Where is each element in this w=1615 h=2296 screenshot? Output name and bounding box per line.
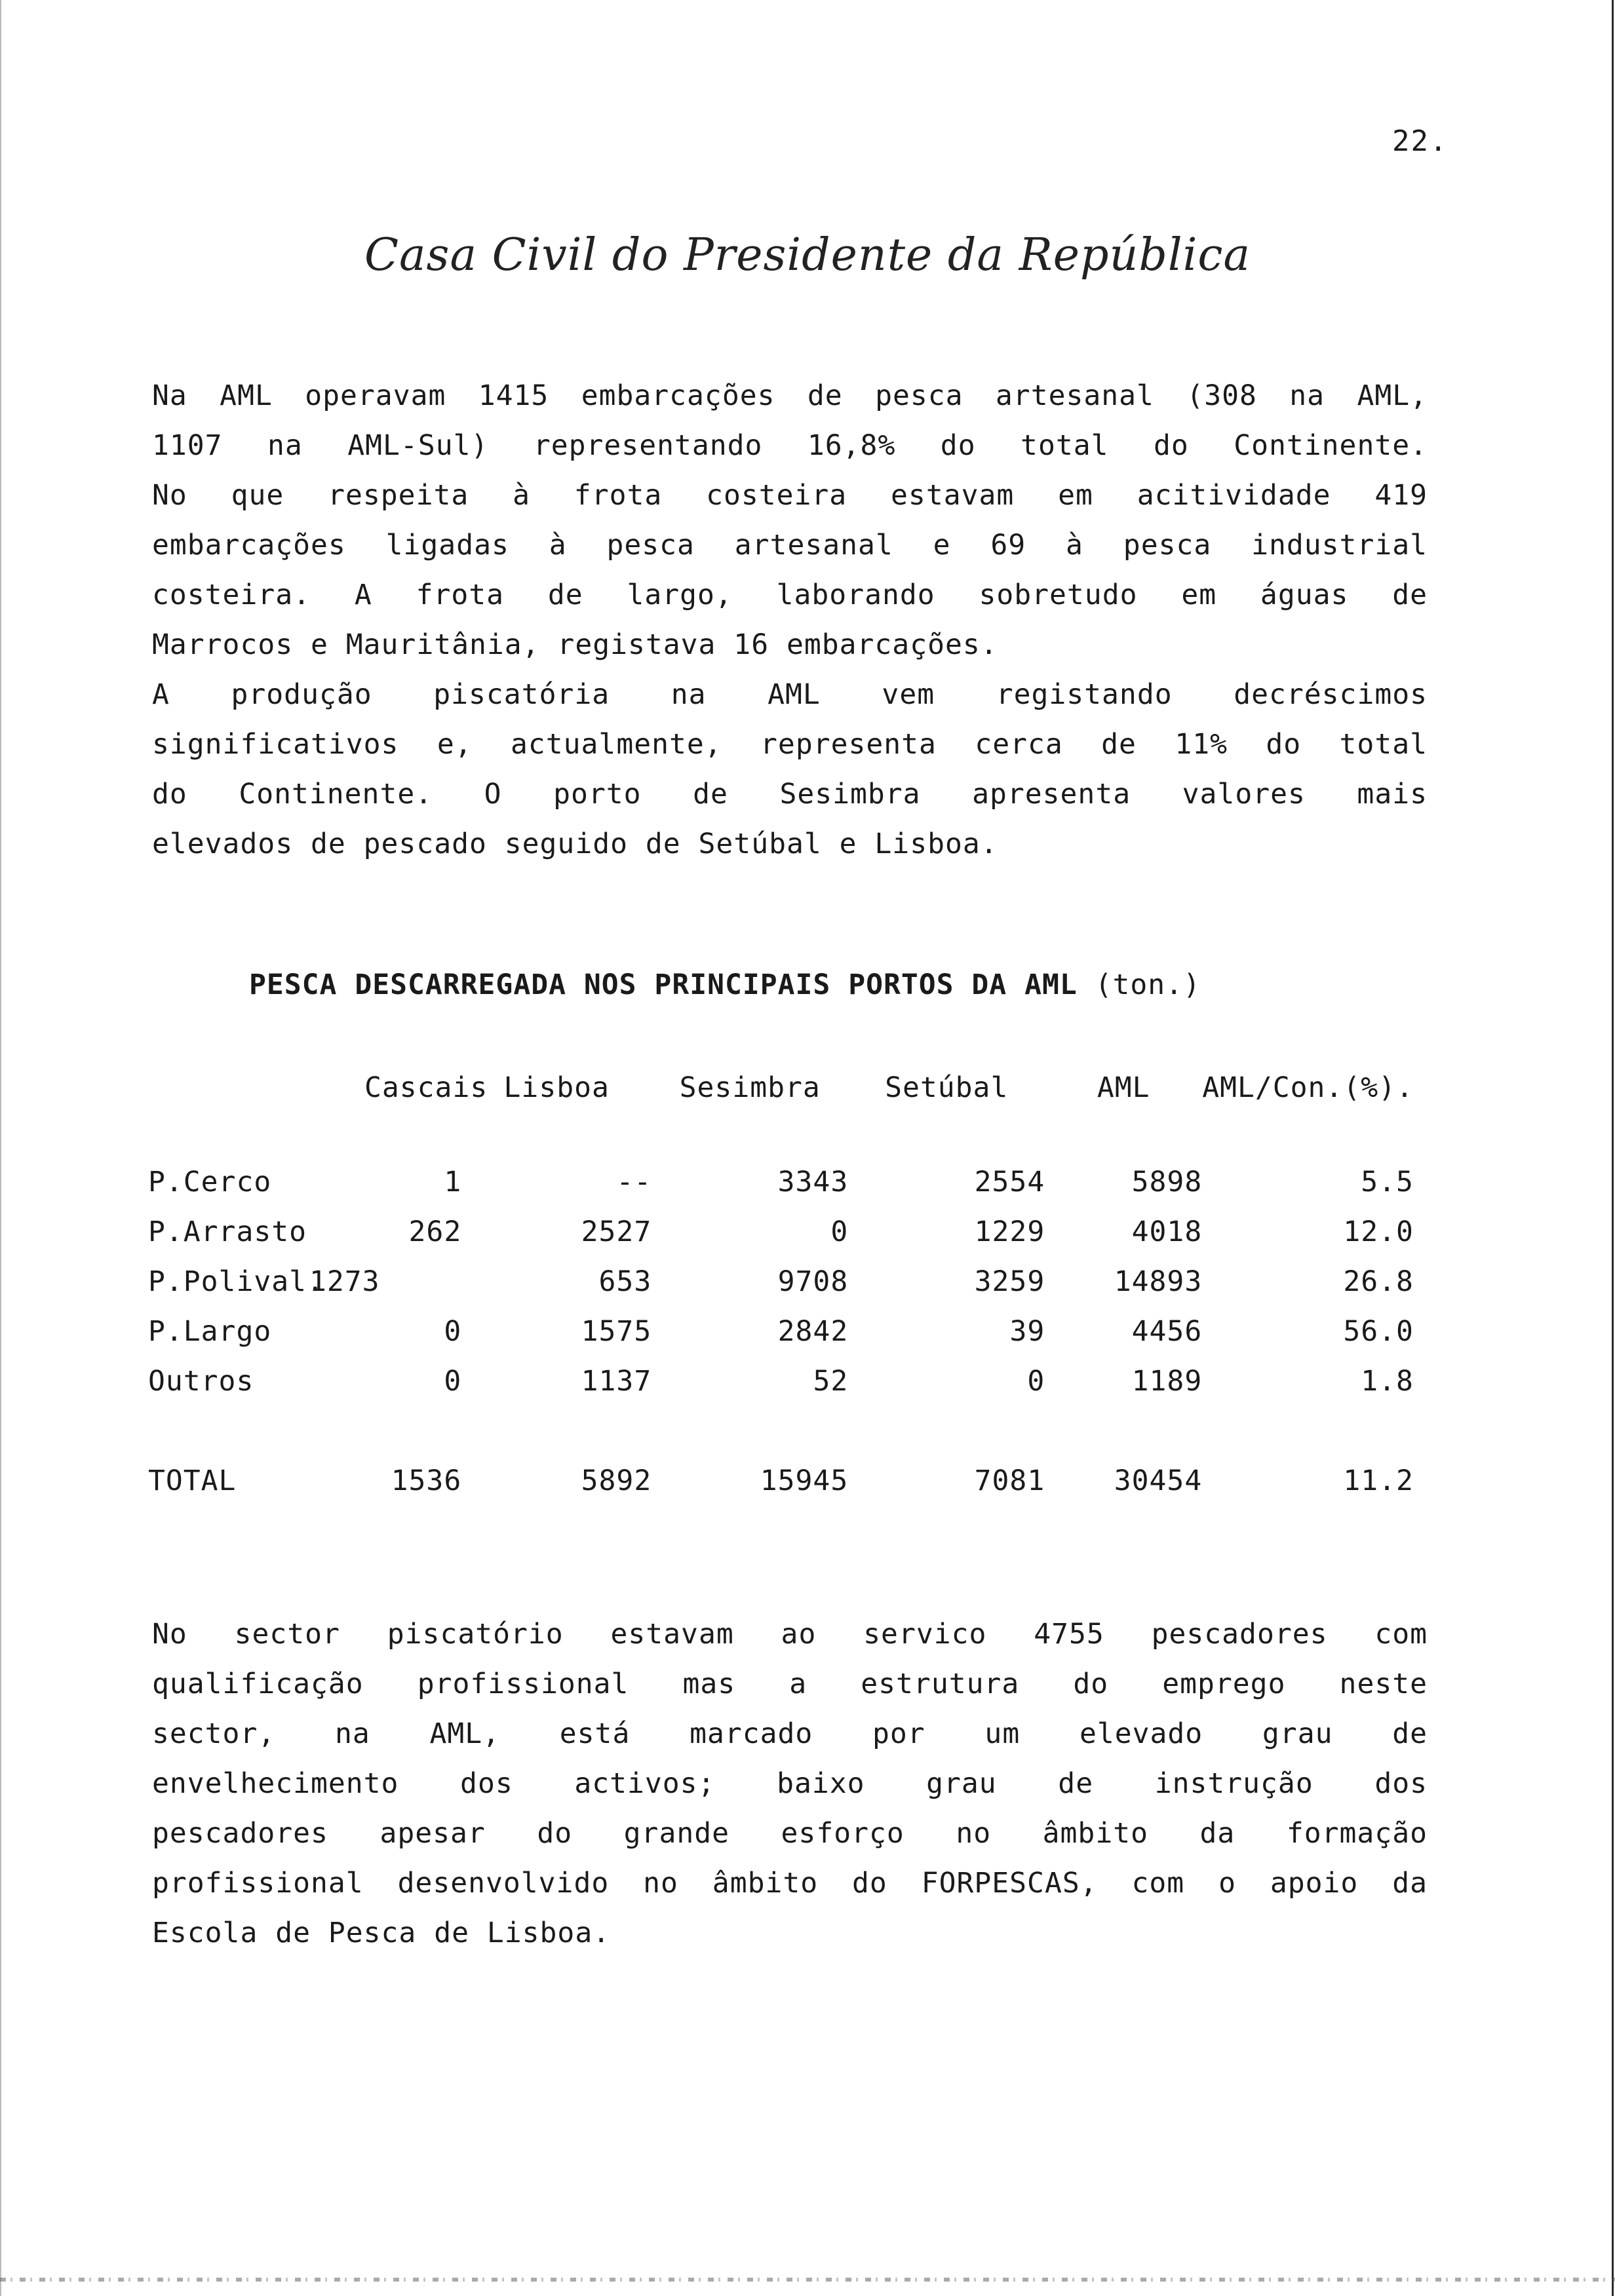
row-label: P.Arrasto xyxy=(148,1215,307,1248)
table-spacer xyxy=(148,1120,1414,1157)
table-title xyxy=(249,968,1201,1001)
cell-sesimbra: 52 xyxy=(813,1365,849,1398)
total-sesimbra: 15945 xyxy=(760,1464,849,1497)
paragraph-line: envelhecimento dos activos; baixo grau de instrução dos xyxy=(152,1767,1428,1800)
header-blank xyxy=(148,1055,338,1120)
total-lisboa: 5892 xyxy=(581,1464,652,1497)
cell-lisboa: -- xyxy=(616,1166,652,1198)
table-spacer xyxy=(148,1406,1414,1456)
cell-cascais: 0 xyxy=(444,1315,462,1348)
paragraph-line: qualificação profissional mas a estrutura do emprego neste xyxy=(152,1668,1428,1700)
paragraph-line: profissional desenvolvido no âmbito do FORPESCAS, com o apoio da xyxy=(152,1867,1428,1900)
paragraph-employment xyxy=(152,1609,1428,1958)
paragraph-line: 1107 na AML-Sul) representando 16,8% do total do Continente. xyxy=(152,429,1428,462)
total-pct: 11.2 xyxy=(1343,1464,1414,1497)
row-label: P.Cerco xyxy=(148,1166,272,1198)
paragraph-line: Escola de Pesca de Lisboa. xyxy=(152,1917,611,1949)
cell-pct: 56.0 xyxy=(1343,1315,1414,1348)
cell-aml: 1189 xyxy=(1131,1365,1203,1398)
table-row xyxy=(148,1307,1414,1356)
total-label: TOTAL xyxy=(148,1464,237,1497)
page-number: 22. xyxy=(1392,124,1449,158)
header-aml: AML xyxy=(1097,1071,1150,1104)
paragraph-line: costeira. A frota de largo, laborando sobretudo em águas de xyxy=(152,579,1428,611)
cell-pct: 26.8 xyxy=(1343,1265,1414,1298)
header-aml-con-pct: AML/Con.(%). xyxy=(1202,1071,1414,1104)
cell-setubal: 1229 xyxy=(974,1215,1045,1248)
paragraph-line: No sector piscatório estavam ao servico 4755 pescadores com xyxy=(152,1618,1428,1651)
cell-lisboa: 1575 xyxy=(581,1315,652,1348)
cell-lisboa: 2527 xyxy=(581,1215,652,1248)
paragraph-line: pescadores apesar do grande esforço no âmbito da formação xyxy=(152,1817,1428,1850)
paragraph-line: significativos e, actualmente, representa cerca de 11% do total xyxy=(152,728,1428,761)
cell-sesimbra: 2842 xyxy=(777,1315,849,1348)
total-setubal: 7081 xyxy=(974,1464,1045,1497)
row-label: P.Polival. xyxy=(148,1265,324,1298)
total-cascais: 1536 xyxy=(391,1464,462,1497)
cell-setubal: 0 xyxy=(1027,1365,1045,1398)
table-row xyxy=(148,1356,1414,1406)
row-label: P.Largo xyxy=(148,1315,272,1348)
cell-setubal: 2554 xyxy=(974,1166,1045,1198)
header-cascais xyxy=(338,1055,488,1120)
page-left-edge xyxy=(0,0,1,2296)
table-title-text: PESCA DESCARREGADA NOS PRINCIPAIS PORTOS DA AML xyxy=(249,968,1078,1001)
cell-lisboa: 1137 xyxy=(581,1365,652,1398)
paragraph-line: Na AML operavam 1415 embarcações de pesca artesanal (308 na AML, xyxy=(152,379,1428,412)
cell-aml: 4456 xyxy=(1131,1315,1203,1348)
cell-sesimbra: 3343 xyxy=(777,1166,849,1198)
cell-sesimbra: 0 xyxy=(830,1215,849,1248)
cell-aml: 5898 xyxy=(1131,1166,1203,1198)
cell-cascais: 1 xyxy=(444,1166,462,1198)
row-label: Outros xyxy=(148,1365,254,1398)
paragraph-line: Marrocos e Mauritânia, registava 16 embarcações. xyxy=(152,628,998,661)
cell-pct: 5.5 xyxy=(1361,1166,1414,1198)
table-header-row xyxy=(148,1055,1414,1120)
table-total-row xyxy=(148,1456,1414,1506)
header-setubal: Setúbal xyxy=(885,1071,1009,1104)
header-cascais-label: Cascais xyxy=(364,1071,488,1104)
table-row xyxy=(148,1207,1414,1257)
paragraph-line: No que respeita à frota costeira estavam em acitividade 419 xyxy=(152,479,1428,512)
scan-bottom-noise xyxy=(0,2278,1615,2282)
cell-aml: 4018 xyxy=(1131,1215,1203,1248)
paragraph-line: do Continente. O porto de Sesimbra apresenta valores mais xyxy=(152,778,1428,811)
cell-cascais: 1273 xyxy=(309,1265,380,1298)
cell-setubal: 3259 xyxy=(974,1265,1045,1298)
header-sesimbra: Sesimbra xyxy=(679,1071,821,1104)
paragraph-line: A produção piscatória na AML vem registando decréscimos xyxy=(152,678,1428,711)
total-aml: 30454 xyxy=(1114,1464,1203,1497)
cell-lisboa: 653 xyxy=(598,1265,652,1298)
table-row xyxy=(148,1157,1414,1207)
cell-cascais: 0 xyxy=(444,1365,462,1398)
table-title-unit: (ton.) xyxy=(1095,968,1201,1001)
cell-pct: 12.0 xyxy=(1343,1215,1414,1248)
cell-setubal: 39 xyxy=(1009,1315,1045,1348)
paragraph-line: sector, na AML, está marcado por um elevado grau de xyxy=(152,1717,1428,1750)
paragraph-line: elevados de pescado seguido de Setúbal e Lisboa. xyxy=(152,828,998,860)
page-right-edge xyxy=(1612,0,1614,2296)
table-row xyxy=(148,1257,1414,1307)
header-lisboa: Lisboa xyxy=(503,1071,610,1104)
cell-cascais: 262 xyxy=(408,1215,462,1248)
cell-aml: 14893 xyxy=(1114,1265,1203,1298)
paragraph-intro xyxy=(152,371,1428,869)
cell-pct: 1.8 xyxy=(1361,1365,1414,1398)
paragraph-line: embarcações ligadas à pesca artesanal e 69 à pesca industrial xyxy=(152,529,1428,562)
fishing-landings-table xyxy=(148,1055,1414,1506)
cell-sesimbra: 9708 xyxy=(777,1265,849,1298)
letterhead: Casa Civil do Presidente da República xyxy=(364,229,1251,281)
